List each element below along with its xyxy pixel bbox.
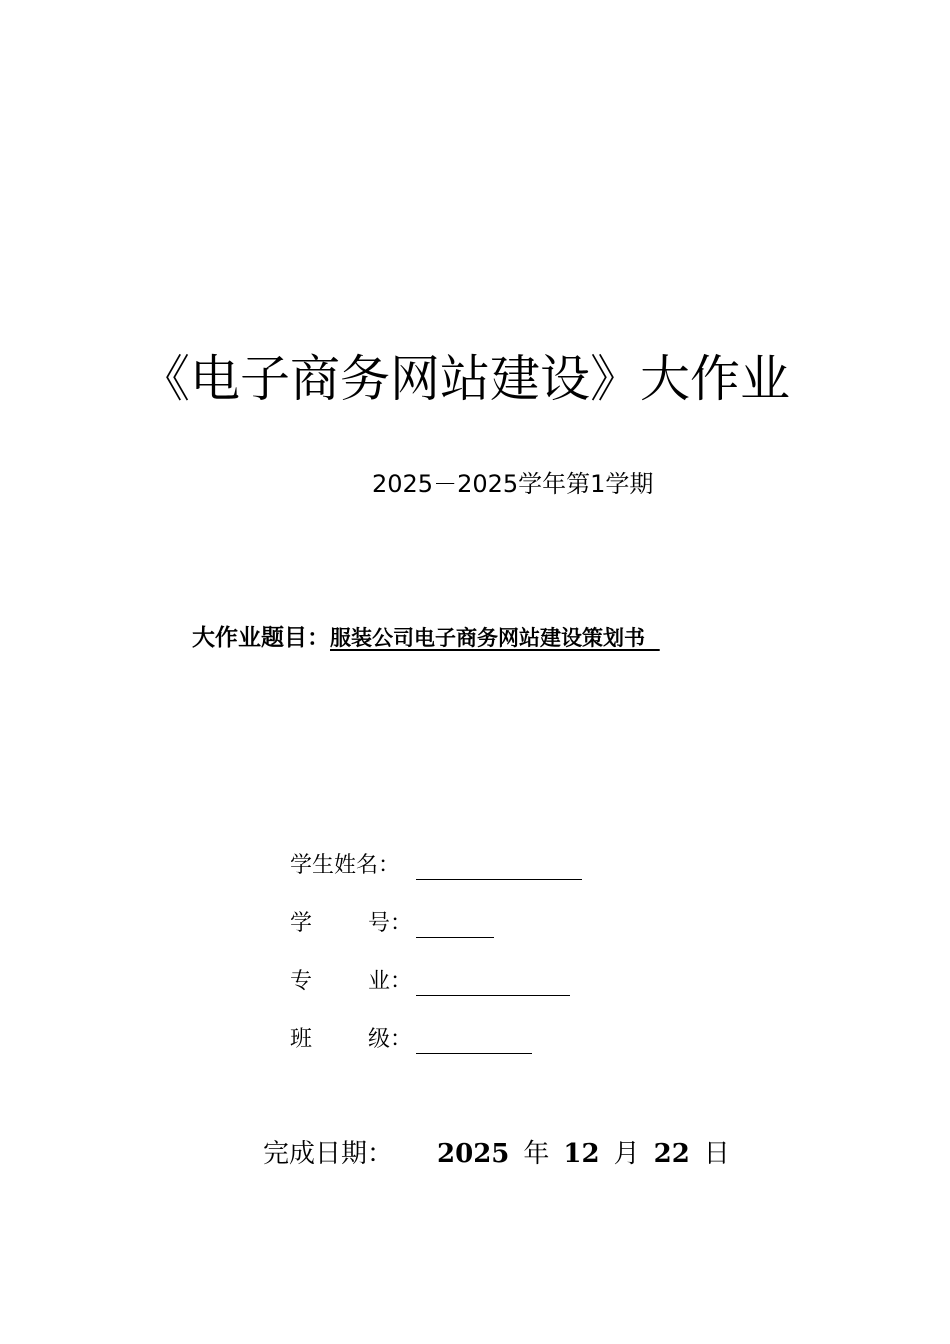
student-name-label: 学生姓名： [290, 853, 401, 878]
student-id-label-char-2: 号： [368, 911, 413, 936]
major-row [290, 962, 582, 1020]
completion-month-unit: 月 [613, 1139, 640, 1169]
major-label-char-2: 业： [368, 969, 413, 994]
assignment-topic [192, 620, 660, 656]
student-name-row [290, 846, 582, 904]
student-id-blank[interactable] [416, 907, 494, 938]
student-id-label [290, 904, 416, 944]
student-id-row [290, 904, 582, 962]
major-label [290, 962, 416, 1002]
completion-date [263, 1132, 730, 1176]
student-info-block [290, 846, 582, 1078]
class-label-char-2: 级： [368, 1027, 413, 1052]
student-id-label-char-1: 学 [290, 911, 313, 936]
completion-month: 12 [563, 1139, 600, 1169]
completion-day-unit: 日 [703, 1139, 730, 1169]
completion-date-label: 完成日期： [263, 1139, 394, 1169]
page-title: 《电子商务网站建设》大作业 [140, 350, 790, 408]
major-label-char-1: 专 [290, 969, 313, 994]
completion-year-unit: 年 [523, 1139, 550, 1169]
major-blank[interactable] [416, 965, 570, 996]
completion-year: 2025 [437, 1139, 510, 1169]
topic-value: 服装公司电子商务网站建设策划书 [330, 626, 645, 650]
academic-term: 2025－2025学年第1学期 [372, 470, 654, 498]
class-label-char-1: 班 [290, 1027, 313, 1052]
class-row [290, 1020, 582, 1078]
student-name-blank[interactable] [416, 849, 582, 880]
class-label [290, 1020, 416, 1060]
completion-day: 22 [653, 1139, 690, 1169]
class-blank[interactable] [416, 1023, 532, 1054]
topic-label: 大作业题目： [192, 625, 330, 651]
